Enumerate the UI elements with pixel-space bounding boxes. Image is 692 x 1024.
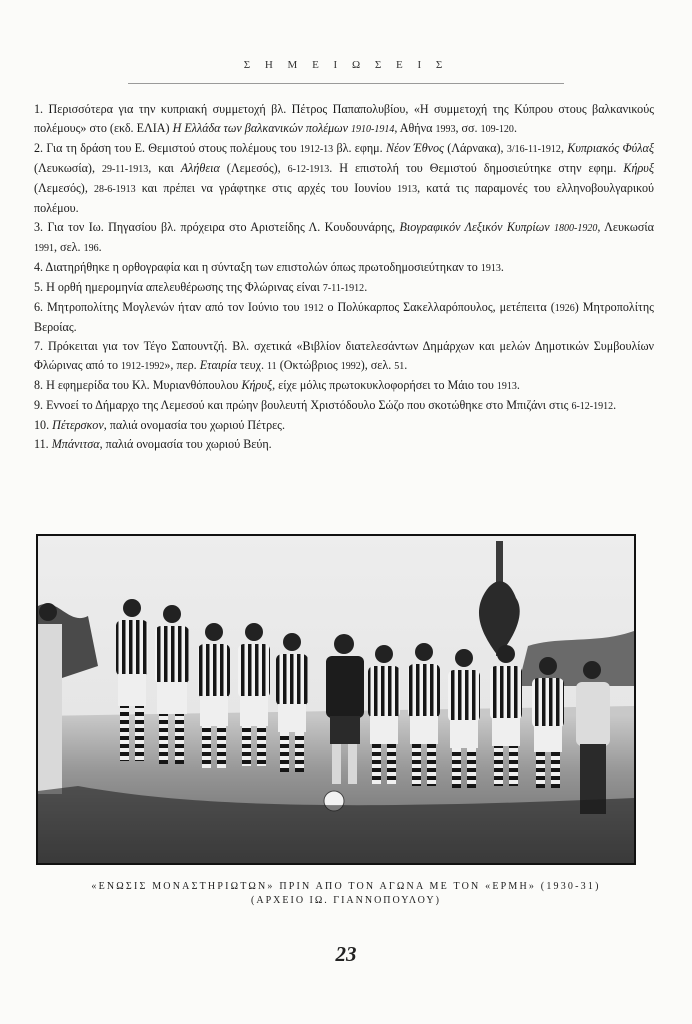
- note-item: [34, 416, 654, 435]
- note-text: Εταιρία: [199, 358, 237, 372]
- note-text: , Αθήνα: [394, 121, 436, 135]
- note-text: 10.: [34, 418, 53, 432]
- note-text: 1912: [303, 303, 324, 314]
- note-text: Αλήθεια: [180, 161, 220, 175]
- note-text: 1910-1914: [351, 124, 395, 135]
- note-text: .: [516, 378, 520, 392]
- photo-credit: (ΑΡΧΕΙΟ ΙΩ. ΓΙΑΝΝΟΠΟΥΛΟΥ): [251, 895, 441, 906]
- note-text: 6-12-1913: [287, 164, 330, 175]
- note-text: Κήρυξ: [241, 378, 273, 392]
- note-text: 3/16-11-1912: [506, 144, 561, 155]
- note-text: 2. Για τη δράση του Ε. Θεμιστού στους πολέμους του: [34, 141, 300, 155]
- note-text: 6. Μητροπολίτης Μογλενών ήταν από τον Ιούνιο του: [34, 300, 304, 314]
- note-text: Βιογραφικόν Λεξικόν Κυπρίων: [399, 220, 555, 234]
- note-text: 1913: [480, 263, 501, 274]
- note-item: [34, 337, 654, 376]
- note-text: 51: [394, 361, 405, 372]
- note-text: 4. Διατηρήθηκε η ορθογραφία και η σύνταξη των επιστολών όπως πρωτοδημοσιεύτηκαν το: [34, 260, 481, 274]
- note-item: [34, 139, 654, 218]
- note-text: Νέον Έθνος: [385, 141, 444, 155]
- note-text: Η Ελλάδα των βαλκανικών πολέμων: [172, 121, 352, 135]
- note-text: Μπάνιτσα: [51, 437, 100, 451]
- note-text: 29-11-1913: [101, 164, 149, 175]
- note-text: 28-6-1913: [93, 184, 136, 195]
- note-text: 1800-1920: [554, 223, 598, 234]
- note-text: 3. Για τον Ιω. Πηγασίου βλ. πρόχειρα στο Αριστείδης Λ. Κουδουνάρης,: [34, 220, 400, 234]
- note-item: [34, 100, 654, 139]
- note-text: 1926: [554, 303, 575, 314]
- note-item: [34, 258, 654, 278]
- note-text: 196: [83, 243, 99, 254]
- note-text: .: [613, 398, 617, 412]
- note-text: .: [364, 280, 368, 294]
- note-text: ) Μητροπολίτης Βεροίας.: [34, 300, 654, 334]
- section-title: Σ Η Μ Ε Ι Ω Σ Ε Ι Σ: [243, 59, 449, 71]
- note-text: , παλιά ονομασία του χωριού Πέτρες.: [103, 418, 285, 432]
- notes-list: [34, 100, 654, 454]
- note-text: Πέτερσκον: [52, 418, 104, 432]
- note-text: , σσ.: [455, 121, 481, 135]
- note-item: [34, 218, 654, 258]
- team-photo-graphic: [38, 536, 634, 863]
- note-text: 6-12-1912: [571, 401, 614, 412]
- note-text: », περ.: [164, 358, 200, 372]
- note-text: 1992: [340, 361, 361, 372]
- note-text: 11: [267, 361, 277, 372]
- note-text: (Λευκωσία),: [34, 161, 102, 175]
- note-text: 109-120: [480, 124, 514, 135]
- note-text: 1993: [435, 124, 456, 135]
- note-text: (Λάρνακα),: [443, 141, 507, 155]
- note-text: 1. Περισσότερα για την κυπριακή συμμετοχή βλ. Πέτρος Παπαπολυβίου, «Η συμμετοχή της Κύπρου στους βαλκανικούς πολέμους» στο (εκδ. ΕΛΙΑ): [34, 102, 654, 135]
- note-text: 8. Η εφημερίδα του Κλ. Μυριανθόπουλου: [34, 378, 242, 392]
- note-item: [34, 298, 654, 337]
- note-text: ο Πολύκαρπος Σακελλαρόπουλος, μετέπειτα (: [323, 300, 555, 314]
- note-text: . Η επιστολή του Θεμιστού δημοσιεύτηκε στην εφημ.: [329, 161, 624, 175]
- note-text: 1912-13: [299, 144, 334, 155]
- note-text: .: [404, 358, 408, 372]
- note-text: (Λεμεσός),: [34, 181, 94, 195]
- note-text: (Λεμεσός),: [219, 161, 288, 175]
- page-number: 23: [335, 942, 357, 966]
- note-item: [34, 376, 654, 396]
- note-item: [34, 396, 654, 416]
- note-text: 1913: [496, 381, 517, 392]
- note-text: 11.: [34, 437, 52, 451]
- photo-caption: «ΕΝΩΣΙΣ ΜΟΝΑΣΤΗΡΙΩΤΩΝ» ΠΡΙΝ ΑΠΟ ΤΟΝ ΑΓΩΝΑ ΜΕ ΤΟΝ «ΕΡΜΗ» (1930-31): [91, 881, 601, 892]
- note-text: .: [500, 260, 504, 274]
- note-text: 5. Η ορθή ημερομηνία απελευθέρωσης της Φλώρινας είναι: [34, 280, 323, 294]
- note-text: .: [513, 121, 517, 135]
- note-text: 1912-1992: [121, 361, 165, 372]
- note-text: , και: [148, 161, 181, 175]
- note-item: [34, 278, 654, 298]
- team-photo: [36, 534, 636, 865]
- note-text: 9. Εννοεί το Δήμαρχο της Λεμεσού και πρώην βουλευτή Χριστόδουλο Σώζο που σκοτώθηκε στο Μπιζάνι στις: [34, 398, 572, 412]
- note-text: ,: [560, 141, 568, 155]
- note-text: ), σελ.: [360, 358, 395, 372]
- note-text: 1913: [397, 184, 418, 195]
- note-text: .: [98, 240, 102, 254]
- note-text: , κατά τις παραμονές του ελληνοβουλγαρικού πολέμου.: [34, 181, 655, 215]
- note-item: [34, 435, 654, 454]
- note-text: Κυπριακός Φύλαξ: [567, 141, 654, 155]
- note-text: 1991: [34, 243, 54, 254]
- note-text: και πρέπει να γράφτηκε στις αρχές του Ιουνίου: [135, 181, 398, 195]
- note-text: βλ. εφημ.: [333, 141, 386, 155]
- note-text: 7-11-1912: [322, 283, 365, 294]
- note-text: Κήρυξ: [623, 161, 655, 175]
- note-text: , σελ.: [54, 240, 84, 254]
- note-text: (Οκτώβριος: [276, 358, 341, 372]
- note-text: 7. Πρόκειται για τον Τέγο Σαπουντζή. Βλ. σχετικά «Βιβλίον διατελεσάντων Δημάρχων και μελών Δημοτικών Συμβουλίων Φλώρινας από το: [34, 339, 654, 372]
- note-text: τευχ.: [236, 358, 268, 372]
- header-rule: [128, 83, 564, 84]
- note-text: , είχε μόλις πρωτοκυκλοφορήσει το Μάιο του: [272, 378, 497, 392]
- note-text: , Λευκωσία: [597, 220, 654, 234]
- note-text: , παλιά ονομασία του χωριού Βεύη.: [99, 437, 272, 451]
